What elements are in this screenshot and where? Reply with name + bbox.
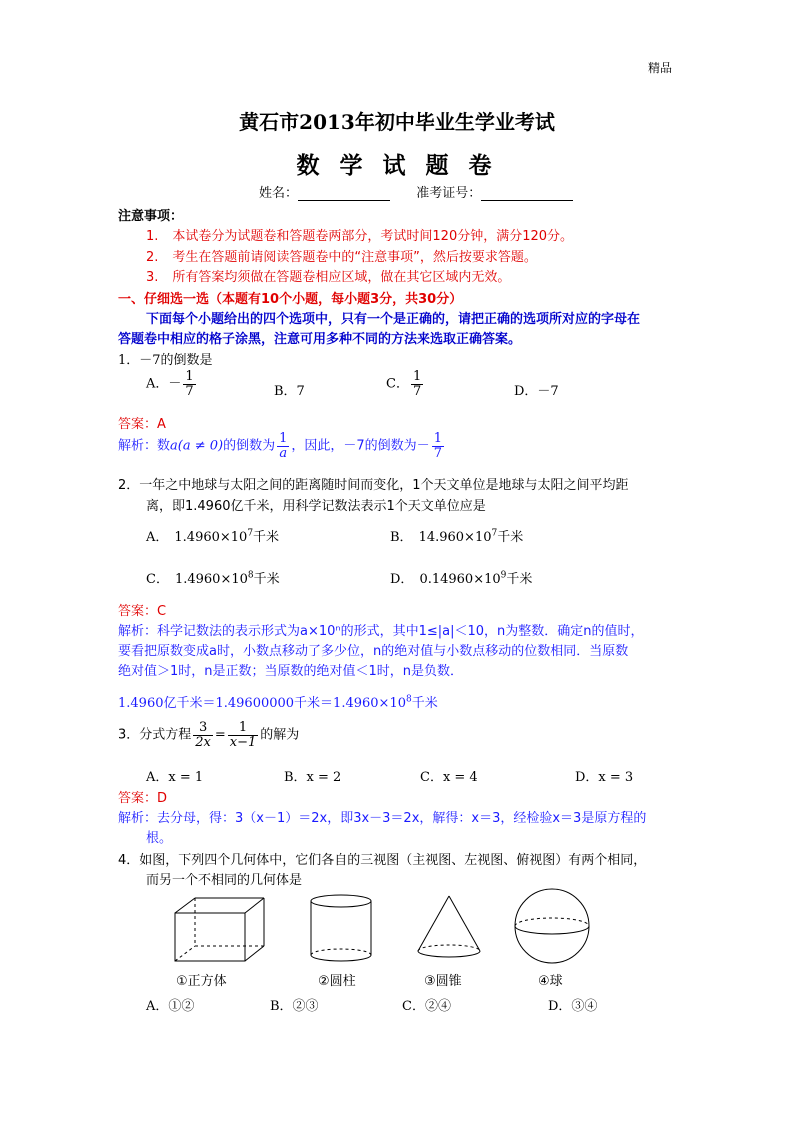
notice-item-text: 考生在答题前请阅读答题卷中的“注意事项”，然后按要求答题。 [172, 250, 537, 265]
unit: 千米 [253, 530, 280, 545]
notice-item-num: 2. [146, 250, 159, 265]
fraction [277, 432, 289, 460]
exponent: 8 [247, 570, 254, 581]
option-value: 0.14960×10 [419, 572, 501, 587]
frac-num: 1 [279, 431, 288, 446]
unit: 千米 [253, 572, 280, 587]
q4-stem: 4．如图，下列四个几何体中，它们各自的三视图（主视图、左视图、俯视图）有两个相同， [118, 853, 647, 868]
frac-num: 1 [433, 431, 442, 446]
analysis-math: a(a ≠ 0) [170, 438, 224, 454]
stem-text: 的解为 [260, 727, 300, 743]
exponent: 8 [405, 694, 412, 705]
cylinder-figure [306, 893, 376, 965]
fraction [183, 370, 195, 398]
frac-num: 3 [193, 721, 213, 736]
q2-analysis: 要看把原数变成a时，小数点移动了多少位，n的绝对值与小数点移动的位数相同．当原数 [118, 644, 629, 659]
option-label: C． [386, 376, 409, 392]
exponent: 7 [491, 528, 498, 539]
q2-option-b [390, 526, 523, 545]
fraction [193, 721, 213, 749]
option-value: 14.960×10 [418, 530, 492, 545]
cone-figure [414, 893, 484, 965]
option-label: A． [146, 376, 169, 392]
q3-analysis: 根。 [146, 831, 173, 846]
frac-num: 1 [185, 369, 194, 384]
fraction [432, 432, 444, 460]
exponent: 7 [247, 528, 254, 539]
q3-answer: 答案：D [118, 791, 168, 806]
fraction [228, 721, 259, 749]
q2-option-c [146, 568, 280, 587]
exponent: 9 [500, 570, 507, 581]
frac-num: 1 [412, 369, 422, 384]
frac-den: a [279, 445, 288, 461]
q3-analysis: 解析：去分母，得：3（x－1）＝2x，即3x－3＝2x，解得：x＝3，经检验x＝3是原方程的 [118, 811, 647, 826]
option-label: A． [146, 530, 169, 545]
q4-option-c: C．②④ [402, 999, 451, 1014]
frac-den: 2x [195, 734, 211, 750]
q1-answer: 答案：A [118, 417, 166, 432]
sphere-figure [512, 886, 592, 966]
analysis-text: ，因此，－7的倒数为－ [291, 438, 430, 454]
figure-label: ③圆锥 [424, 974, 462, 989]
analysis-text: 的倒数为 [223, 438, 276, 454]
q2-option-a [146, 526, 279, 545]
q1-option-a [146, 370, 198, 398]
name-field [259, 182, 573, 201]
option-label: D． [390, 572, 414, 587]
unit: 千米 [497, 530, 524, 545]
minus-sign: － [168, 376, 182, 392]
calc-text: 1.4960亿千米＝1.49600000千米＝1.4960×10 [118, 696, 406, 711]
q4-option-a: A．①② [146, 999, 195, 1014]
id-label: 准考证号： [416, 186, 482, 201]
notice-item-text: 所有答案均须做在答题卷相应区域，做在其它区域内无效。 [172, 270, 511, 285]
q2-answer: 答案：C [118, 604, 167, 619]
q2-analysis: 解析：科学记数法的表示形式为a×10ⁿ的形式，其中1≤|a|＜10，n为整数．确定n的值时， [118, 624, 644, 639]
q3-option-d: D．x = 3 [575, 770, 634, 785]
equals-sign: = [214, 727, 226, 743]
unit: 千米 [506, 572, 533, 587]
corner-tag: 精品 [648, 61, 673, 75]
q1-option-b: B．7 [274, 384, 305, 399]
frac-den: 7 [412, 383, 422, 399]
q1-option-c [386, 370, 425, 398]
analysis-text: 数 [157, 438, 171, 454]
q2-stem: 离，即1.4960亿千米，用科学记数法表示1个天文单位应是 [146, 499, 486, 514]
q4-option-d: D．③④ [548, 999, 598, 1014]
q1-stem: 1．－7的倒数是 [118, 353, 213, 368]
unit: 千米 [411, 696, 438, 711]
notice-item-num: 1. [146, 229, 159, 244]
option-value: 1.4960×10 [174, 530, 248, 545]
page-subtitle: 数 学 试 题 卷 [296, 152, 498, 179]
q2-analysis: 绝对值＞1时，n是正数；当原数的绝对值＜1时，n是负数． [118, 664, 464, 679]
section-instruction: 答题卷中相应的格子涂黑，注意可用多种不同的方法来选取正确答案。 [118, 332, 522, 347]
option-value: 1.4960×10 [174, 572, 248, 587]
name-label: 姓名： [259, 186, 299, 201]
q1-option-d: D．－7 [514, 384, 559, 399]
q3-option-a: A．x = 1 [146, 770, 204, 785]
page-title: 黄石市2013年初中毕业生学业考试 [239, 110, 555, 134]
option-label: C． [146, 572, 169, 587]
q2-calculation [118, 692, 438, 711]
section-instruction: 下面每个小题给出的四个选项中，只有一个是正确的，请把正确的选项所对应的字母在 [146, 312, 641, 327]
section-heading: 一、仔细选一选（本题有10个小题，每小题3分，共30分） [118, 292, 463, 307]
q2-stem: 2．一年之中地球与太阳之间的距离随时间而变化，1个天文单位是地球与太阳之间平均距 [118, 478, 629, 493]
fraction [411, 370, 423, 398]
id-blank [481, 186, 573, 201]
notice-item-num: 3. [146, 270, 159, 285]
frac-num: 1 [228, 721, 259, 736]
q3-stem [118, 721, 299, 749]
q2-option-d [390, 568, 532, 587]
notice-item [146, 266, 510, 285]
frac-den: x−1 [229, 734, 257, 750]
notice-item [146, 225, 573, 244]
figure-label: ①正方体 [176, 974, 227, 989]
figure-label: ④球 [538, 974, 563, 989]
option-label: B． [390, 530, 413, 545]
q1-analysis [118, 432, 446, 460]
frac-den: 7 [433, 445, 442, 461]
notice-item-text: 本试卷分为试题卷和答题卷两部分，考试时间120分钟，满分120分。 [172, 229, 574, 244]
analysis-label: 解析： [118, 438, 158, 454]
cube-figure [172, 895, 268, 965]
notice-heading: 注意事项： [118, 209, 184, 224]
q3-option-c: C．x = 4 [420, 770, 478, 785]
stem-text: 3．分式方程 [118, 727, 192, 743]
figure-label: ②圆柱 [318, 974, 356, 989]
q4-option-b: B．②③ [270, 999, 319, 1014]
q3-option-b: B．x = 2 [284, 770, 342, 785]
notice-item [146, 246, 537, 265]
frac-den: 7 [185, 383, 194, 399]
name-blank [298, 186, 390, 201]
q4-stem: 而另一个不相同的几何体是 [146, 873, 303, 888]
